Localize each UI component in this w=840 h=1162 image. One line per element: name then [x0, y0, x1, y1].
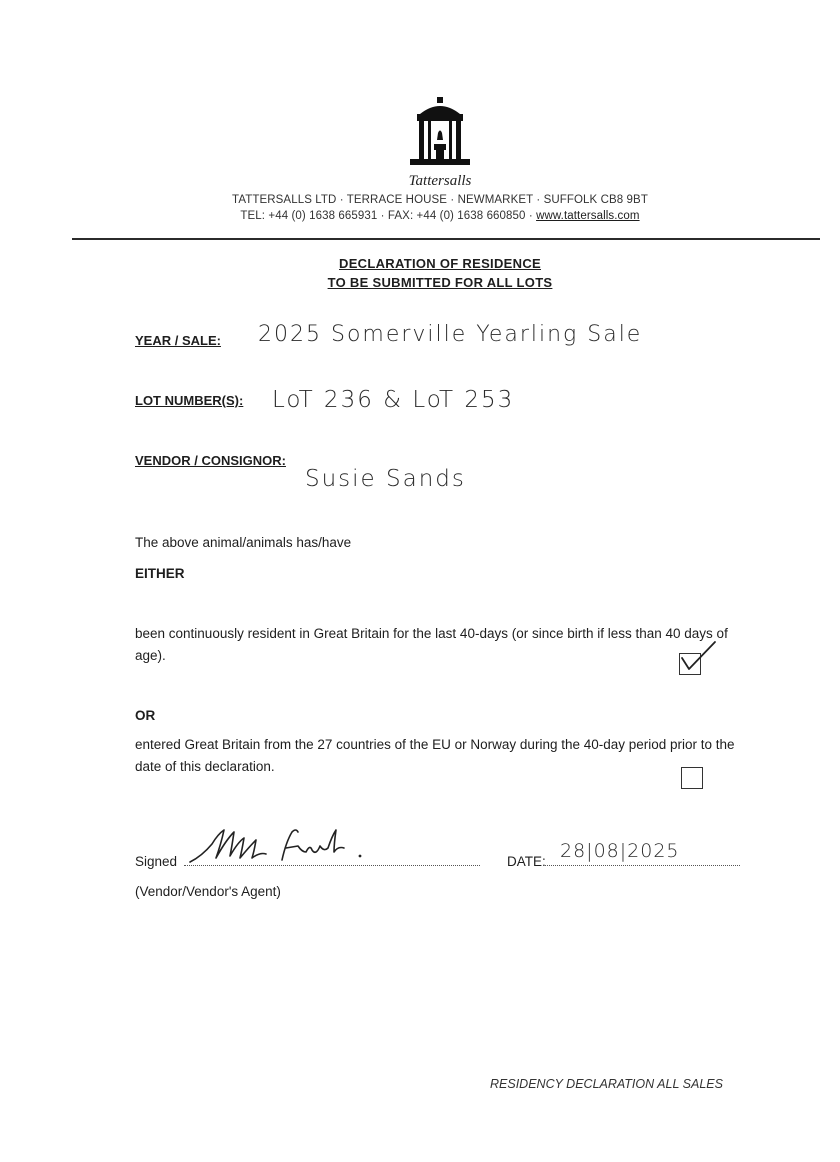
year-sale-value[interactable]: 2025 Somerville Yearling Sale: [258, 322, 643, 347]
signed-label: Signed: [135, 854, 178, 869]
or-label: OR: [135, 708, 156, 723]
lot-number-value[interactable]: LoT 236 & LoT 253: [272, 387, 515, 413]
brand-name: Tattersalls: [408, 173, 472, 189]
website-link[interactable]: www.tattersalls.com: [536, 210, 640, 222]
year-sale-label: YEAR / SALE:: [135, 333, 221, 348]
date-line: [545, 865, 740, 866]
date-label: DATE:: [507, 854, 546, 869]
lot-number-label: LOT NUMBER(S):: [135, 393, 244, 408]
company-address: TATTERSALLS LTD · TERRACE HOUSE · NEWMARKET · SUFFOLK CB8 9BT: [232, 194, 648, 206]
footer-code: RESIDENCY DECLARATION ALL SALES: [490, 1077, 723, 1091]
vendor-consignor-value[interactable]: Susie Sands: [305, 466, 466, 492]
contact-phone-fax: TEL: +44 (0) 1638 665931 · FAX: +44 (0) 1638 660850 ·: [240, 210, 537, 222]
header-divider: [72, 238, 820, 240]
option1-checkbox[interactable]: [679, 653, 701, 675]
document-subtitle: TO BE SUBMITTED FOR ALL LOTS: [327, 275, 553, 290]
checkmark-icon: [678, 638, 718, 676]
option2-checkbox[interactable]: [681, 767, 703, 789]
signature-scribble[interactable]: [186, 822, 376, 870]
tattersalls-logo: [408, 96, 472, 168]
vendor-agent-label: (Vendor/Vendor's Agent): [135, 884, 281, 899]
contact-line: [0, 210, 840, 222]
vendor-consignor-label: VENDOR / CONSIGNOR:: [135, 453, 286, 468]
intro-text: The above animal/animals has/have: [135, 535, 352, 550]
document-title: DECLARATION OF RESIDENCE: [339, 256, 541, 271]
option1-text: been continuously resident in Great Britain for the last 40-days (or since birth if less than 40 days of age).: [135, 626, 728, 663]
date-value[interactable]: 28|08|2025: [560, 840, 680, 862]
either-label: EITHER: [135, 566, 185, 581]
option2-text: entered Great Britain from the 27 countries of the EU or Norway during the 40-day period prior to the date of this declaration.: [135, 737, 735, 774]
